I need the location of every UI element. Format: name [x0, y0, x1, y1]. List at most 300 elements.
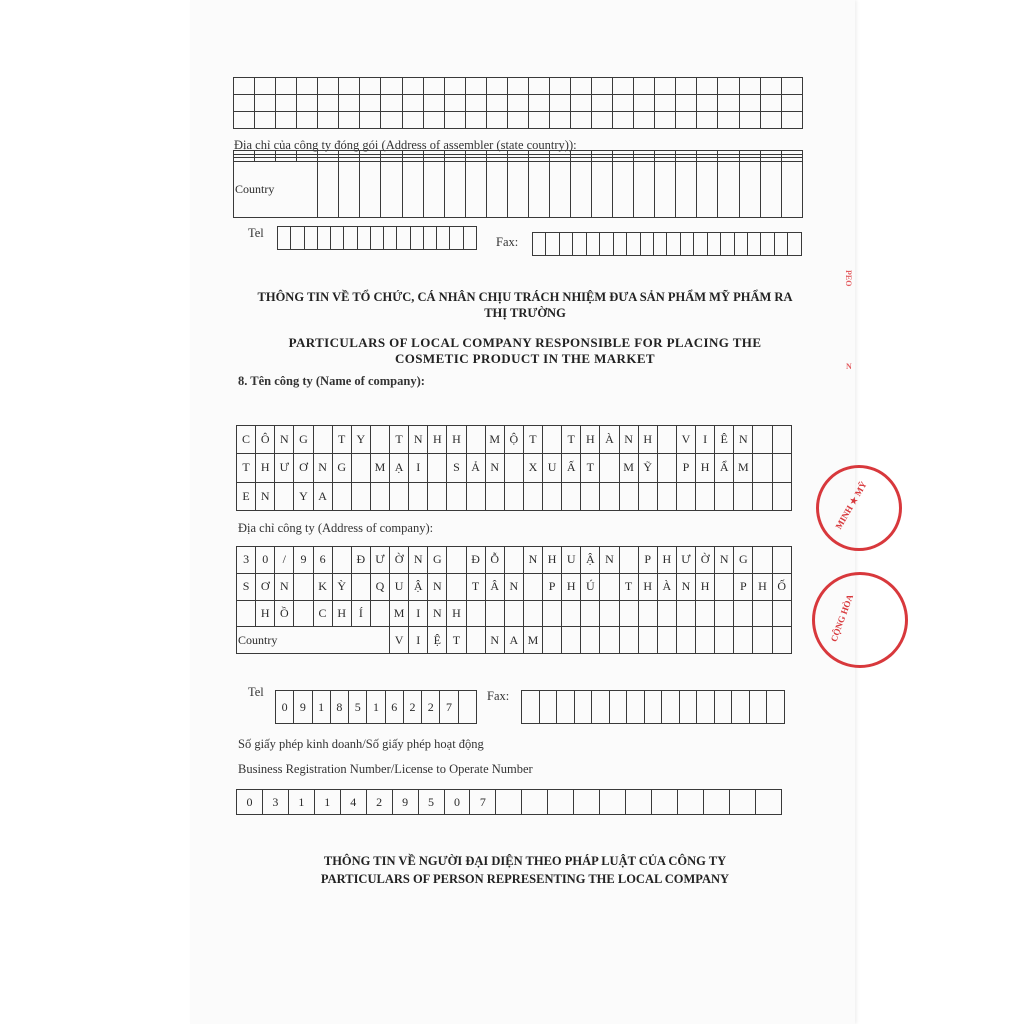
grid-cell [653, 233, 666, 256]
company-name-label: 8. Tên công ty (Name of company): [238, 374, 425, 388]
grid-cell: N [600, 547, 619, 574]
grid-cell [370, 600, 389, 627]
grid-cell: À [657, 573, 676, 600]
grid-cell [466, 482, 485, 510]
grid-cell [573, 233, 586, 256]
grid-cell: Ư [676, 547, 695, 574]
grid-cell [676, 78, 697, 95]
grid-cell [528, 161, 549, 217]
grid-cell: Ờ [696, 547, 715, 574]
grid-cell [291, 227, 304, 250]
grid-cell: T [523, 426, 542, 454]
grid-cell [676, 161, 697, 217]
grid-cell [507, 95, 528, 112]
grid-cell [523, 600, 542, 627]
grid-cell: H [256, 600, 275, 627]
grid-cell [734, 482, 753, 510]
grid-cell: Ờ [390, 547, 409, 574]
grid-cell [496, 790, 522, 815]
grid-cell [234, 78, 255, 95]
grid-cell [458, 691, 476, 724]
grid-cell [749, 691, 767, 724]
red-seal-stamp-lower [812, 572, 908, 668]
grid-cell [634, 112, 655, 129]
grid-cell [638, 482, 657, 510]
grid-cell [657, 482, 676, 510]
grid-cell [676, 627, 695, 654]
grid-cell [644, 691, 662, 724]
grid-cell [402, 112, 423, 129]
grid-cell [718, 78, 739, 95]
grid-row [234, 112, 803, 129]
assembler-country-label: Country [234, 161, 318, 217]
grid-cell [276, 112, 297, 129]
grid-cell [465, 95, 486, 112]
grid-cell [370, 426, 389, 454]
grid-cell: Y [294, 482, 313, 510]
grid-cell: I [409, 627, 428, 654]
company-tel-label: Tel [248, 685, 264, 699]
grid-cell: A [504, 627, 523, 654]
grid-cell: 2 [422, 691, 440, 724]
edge-stamp-fragment-mid: N [846, 362, 852, 371]
grid-cell [600, 600, 619, 627]
grid-cell: À [600, 426, 619, 454]
grid-row [237, 627, 792, 654]
grid-cell [318, 78, 339, 95]
grid-cell [676, 600, 695, 627]
grid-cell [600, 233, 613, 256]
grid-row [276, 691, 477, 724]
local-company-heading-vi: THÔNG TIN VỀ TỔ CHỨC, CÁ NHÂN CHỊU TRÁCH NHIỆM ĐƯA SẢN PHẨM MỸ PHẨM RA THỊ TRƯỜNG [257, 290, 793, 320]
grid-cell [697, 95, 718, 112]
grid-cell [351, 573, 370, 600]
grid-cell [465, 161, 486, 217]
grid-cell [600, 627, 619, 654]
grid-cell: N [256, 482, 275, 510]
grid-cell [677, 790, 703, 815]
grid-row [237, 454, 792, 482]
grid-cell: V [390, 627, 409, 654]
grid-cell [318, 95, 339, 112]
grid-cell: M [619, 454, 638, 482]
grid-cell [781, 78, 802, 95]
grid-cell [294, 573, 313, 600]
grid-cell: G [332, 454, 351, 482]
grid-cell [662, 691, 680, 724]
grid-cell [714, 691, 732, 724]
grid-cell [539, 691, 557, 724]
seal-text-upper: MINH ★ MỸ [833, 479, 869, 531]
grid-cell [381, 78, 402, 95]
grid-cell [234, 95, 255, 112]
grid-cell [613, 161, 634, 217]
grid-cell: N [734, 426, 753, 454]
grid-cell [410, 227, 423, 250]
grid-cell [760, 161, 781, 217]
grid-cell: N [676, 573, 695, 600]
grid-cell [772, 600, 792, 627]
grid-cell [571, 112, 592, 129]
grid-cell [755, 790, 781, 815]
grid-cell [613, 95, 634, 112]
grid-cell: T [466, 573, 485, 600]
grid-cell [549, 78, 570, 95]
grid-cell [638, 600, 657, 627]
grid-cell [255, 78, 276, 95]
grid-cell [697, 161, 718, 217]
grid-cell: M [370, 454, 389, 482]
grid-cell: S [237, 573, 256, 600]
grid-cell [278, 227, 291, 250]
grid-cell [486, 95, 507, 112]
grid-cell: Ơ [256, 573, 275, 600]
grid-cell: Ô [256, 426, 275, 454]
grid-cell [655, 78, 676, 95]
grid-cell: Â [485, 573, 504, 600]
grid-cell [549, 112, 570, 129]
grid-row [237, 547, 792, 574]
grid-cell: 9 [294, 547, 313, 574]
grid-cell [613, 112, 634, 129]
grid-cell [332, 547, 351, 574]
grid-cell: Ộ [504, 426, 523, 454]
grid-cell [504, 482, 523, 510]
grid-cell: G [428, 547, 447, 574]
grid-cell: H [696, 573, 715, 600]
grid-cell [760, 95, 781, 112]
grid-cell [444, 112, 465, 129]
grid-cell [767, 691, 785, 724]
grid-cell [613, 233, 626, 256]
grid-cell: H [447, 600, 466, 627]
company-fax-label: Fax: [487, 689, 510, 703]
grid-cell [696, 627, 715, 654]
grid-cell [402, 161, 423, 217]
grid-row [237, 482, 792, 510]
grid-cell [634, 161, 655, 217]
grid-cell [384, 227, 397, 250]
grid-cell: N [275, 573, 294, 600]
grid-cell [237, 600, 256, 627]
grid-cell [447, 482, 466, 510]
grid-cell [275, 482, 294, 510]
grid-cell [761, 233, 774, 256]
grid-cell: Ả [466, 454, 485, 482]
grid-cell: Ạ [390, 454, 409, 482]
grid-cell [276, 78, 297, 95]
grid-cell [381, 161, 402, 217]
grid-cell [694, 233, 707, 256]
grid-cell: X [523, 454, 542, 482]
fax-label: Fax: [496, 235, 519, 249]
grid-cell [360, 161, 381, 217]
seal-text-lower: CỘNG HÒA [828, 592, 856, 644]
grid-cell [444, 161, 465, 217]
grid-row [237, 426, 792, 454]
grid-cell [657, 627, 676, 654]
grid-cell [715, 482, 734, 510]
assembler-address-label: Địa chỉ của công ty đóng gói (Address of assembler (state country)): [234, 138, 577, 152]
grid-cell: Ỳ [332, 573, 351, 600]
grid-cell [655, 112, 676, 129]
grid-cell [447, 573, 466, 600]
grid-cell: H [753, 573, 772, 600]
local-company-heading-en: PARTICULARS OF LOCAL COMPANY RESPONSIBLE FOR PLACING THE COSMETIC PRODUCT IN THE MARKET [288, 335, 762, 366]
grid-row [533, 233, 802, 256]
grid-cell: U [390, 573, 409, 600]
grid-cell [318, 112, 339, 129]
company-address-label: Địa chỉ công ty (Address of company): [238, 521, 434, 535]
grid-cell: N [485, 454, 504, 482]
grid-cell: T [562, 426, 581, 454]
grid-cell [676, 482, 695, 510]
grid-cell [450, 227, 463, 250]
grid-cell: 1 [367, 691, 385, 724]
tel-label: Tel [248, 226, 264, 240]
grid-cell: 0 [444, 790, 470, 815]
grid-cell [657, 600, 676, 627]
grid-cell: I [696, 426, 715, 454]
grid-cell [339, 78, 360, 95]
grid-cell: 7 [440, 691, 458, 724]
grid-cell: Ư [275, 454, 294, 482]
grid-cell: Ậ [409, 573, 428, 600]
grid-cell: Ồ [275, 600, 294, 627]
grid-cell [715, 600, 734, 627]
grid-cell [739, 78, 760, 95]
grid-cell [390, 482, 409, 510]
grid-cell: 2 [366, 790, 392, 815]
grid-cell: Ậ [581, 547, 600, 574]
grid-cell [507, 112, 528, 129]
grid-cell: Ơ [294, 454, 313, 482]
grid-cell [753, 600, 772, 627]
grid-cell [697, 691, 715, 724]
grid-cell [655, 161, 676, 217]
grid-cell: Đ [466, 547, 485, 574]
grid-cell [627, 691, 645, 724]
grid-cell [557, 691, 575, 724]
grid-cell [600, 454, 619, 482]
grid-cell [592, 691, 610, 724]
grid-row [234, 95, 803, 112]
grid-cell [638, 627, 657, 654]
grid-cell [463, 227, 476, 250]
grid-cell: I [409, 600, 428, 627]
grid-cell: H [543, 547, 562, 574]
grid-cell [465, 78, 486, 95]
grid-cell [657, 426, 676, 454]
grid-cell [600, 573, 619, 600]
grid-cell [592, 78, 613, 95]
assembler-fax-grid [532, 232, 802, 256]
grid-cell [600, 482, 619, 510]
grid-cell [680, 233, 693, 256]
grid-cell [729, 790, 755, 815]
assembler-tel-grid [277, 226, 477, 250]
grid-cell [781, 112, 802, 129]
grid-cell: 6 [385, 691, 403, 724]
grid-cell [634, 78, 655, 95]
grid-cell: H [447, 426, 466, 454]
company-tel-grid [275, 690, 477, 724]
grid-cell [571, 161, 592, 217]
grid-cell [772, 547, 792, 574]
grid-cell: 9 [294, 691, 312, 724]
grid-cell [562, 482, 581, 510]
company-address-grid [236, 546, 792, 654]
grid-cell [397, 227, 410, 250]
grid-cell [543, 627, 562, 654]
grid-cell: N [715, 547, 734, 574]
grid-cell: Ố [772, 573, 792, 600]
grid-cell: T [390, 426, 409, 454]
grid-cell [667, 233, 680, 256]
grid-cell [781, 161, 802, 217]
representative-heading-en: PARTICULARS OF PERSON REPRESENTING THE LOCAL COMPANY [320, 872, 730, 886]
grid-cell: M [523, 627, 542, 654]
grid-cell [507, 78, 528, 95]
grid-cell: Đ [351, 547, 370, 574]
grid-cell [486, 112, 507, 129]
grid-cell: 1 [312, 691, 330, 724]
grid-cell [613, 78, 634, 95]
grid-cell: H [428, 426, 447, 454]
grid-cell: C [313, 600, 332, 627]
grid-cell [523, 573, 542, 600]
grid-cell [339, 112, 360, 129]
grid-cell [697, 112, 718, 129]
grid-cell [297, 95, 318, 112]
grid-cell: 5 [418, 790, 444, 815]
grid-cell: G [294, 426, 313, 454]
grid-cell [772, 426, 792, 454]
grid-cell [574, 790, 600, 815]
grid-cell [485, 600, 504, 627]
grid-cell: 0 [256, 547, 275, 574]
grid-cell [423, 112, 444, 129]
grid-cell: Ỗ [485, 547, 504, 574]
grid-cell: T [619, 573, 638, 600]
grid-cell [423, 78, 444, 95]
grid-cell [592, 112, 613, 129]
grid-cell [592, 95, 613, 112]
grid-cell: P [734, 573, 753, 600]
grid-cell: P [638, 547, 657, 574]
grid-cell: P [676, 454, 695, 482]
grid-cell [370, 482, 389, 510]
grid-cell [255, 112, 276, 129]
grid-cell [466, 600, 485, 627]
grid-cell [522, 691, 540, 724]
grid-cell [528, 95, 549, 112]
grid-cell [707, 233, 720, 256]
grid-cell [739, 95, 760, 112]
grid-cell [466, 426, 485, 454]
grid-cell: H [562, 573, 581, 600]
grid-cell [313, 426, 332, 454]
assembler-name-grid [233, 77, 803, 129]
grid-cell [739, 161, 760, 217]
grid-cell [753, 426, 772, 454]
grid-cell [332, 482, 351, 510]
grid-cell [619, 627, 638, 654]
grid-cell: P [543, 573, 562, 600]
grid-cell [679, 691, 697, 724]
grid-cell: 4 [340, 790, 366, 815]
grid-cell: Ẩ [715, 454, 734, 482]
grid-cell [423, 161, 444, 217]
grid-cell [676, 112, 697, 129]
grid-row [237, 600, 792, 627]
grid-cell [753, 627, 772, 654]
grid-cell [297, 112, 318, 129]
grid-cell [600, 790, 626, 815]
grid-cell [428, 482, 447, 510]
grid-cell [339, 161, 360, 217]
grid-row [278, 227, 477, 250]
grid-cell [423, 227, 436, 250]
grid-cell [522, 790, 548, 815]
grid-cell: C [237, 426, 256, 454]
grid-cell: Ỹ [638, 454, 657, 482]
company-country-label: Country [237, 627, 390, 654]
grid-cell: N [485, 627, 504, 654]
grid-cell [627, 233, 640, 256]
edge-stamp-fragment-top: PEO [844, 270, 853, 287]
grid-cell [559, 233, 572, 256]
grid-cell: M [485, 426, 504, 454]
grid-cell: K [313, 573, 332, 600]
grid-cell [619, 600, 638, 627]
grid-cell [276, 95, 297, 112]
grid-cell [581, 600, 600, 627]
grid-cell [370, 227, 383, 250]
grid-cell: H [696, 454, 715, 482]
grid-cell [562, 600, 581, 627]
grid-cell: E [237, 482, 256, 510]
grid-cell [507, 161, 528, 217]
grid-cell [317, 227, 330, 250]
grid-row [237, 573, 792, 600]
grid-cell [528, 112, 549, 129]
grid-row [234, 78, 803, 95]
grid-cell [732, 691, 750, 724]
grid-cell [772, 454, 792, 482]
grid-cell [586, 233, 599, 256]
grid-cell [657, 454, 676, 482]
grid-cell [781, 95, 802, 112]
grid-cell [652, 790, 678, 815]
grid-cell: H [256, 454, 275, 482]
grid-cell [760, 112, 781, 129]
grid-cell: N [428, 573, 447, 600]
grid-cell: H [657, 547, 676, 574]
grid-cell [753, 482, 772, 510]
grid-cell [402, 95, 423, 112]
grid-cell: Ấ [562, 454, 581, 482]
license-label-en: Business Registration Number/License to Operate Number [238, 762, 533, 776]
grid-cell: H [638, 426, 657, 454]
grid-cell [696, 600, 715, 627]
grid-cell [504, 454, 523, 482]
grid-cell: Ư [370, 547, 389, 574]
grid-cell [718, 95, 739, 112]
grid-cell [739, 112, 760, 129]
grid-cell [574, 691, 592, 724]
grid-cell [543, 600, 562, 627]
